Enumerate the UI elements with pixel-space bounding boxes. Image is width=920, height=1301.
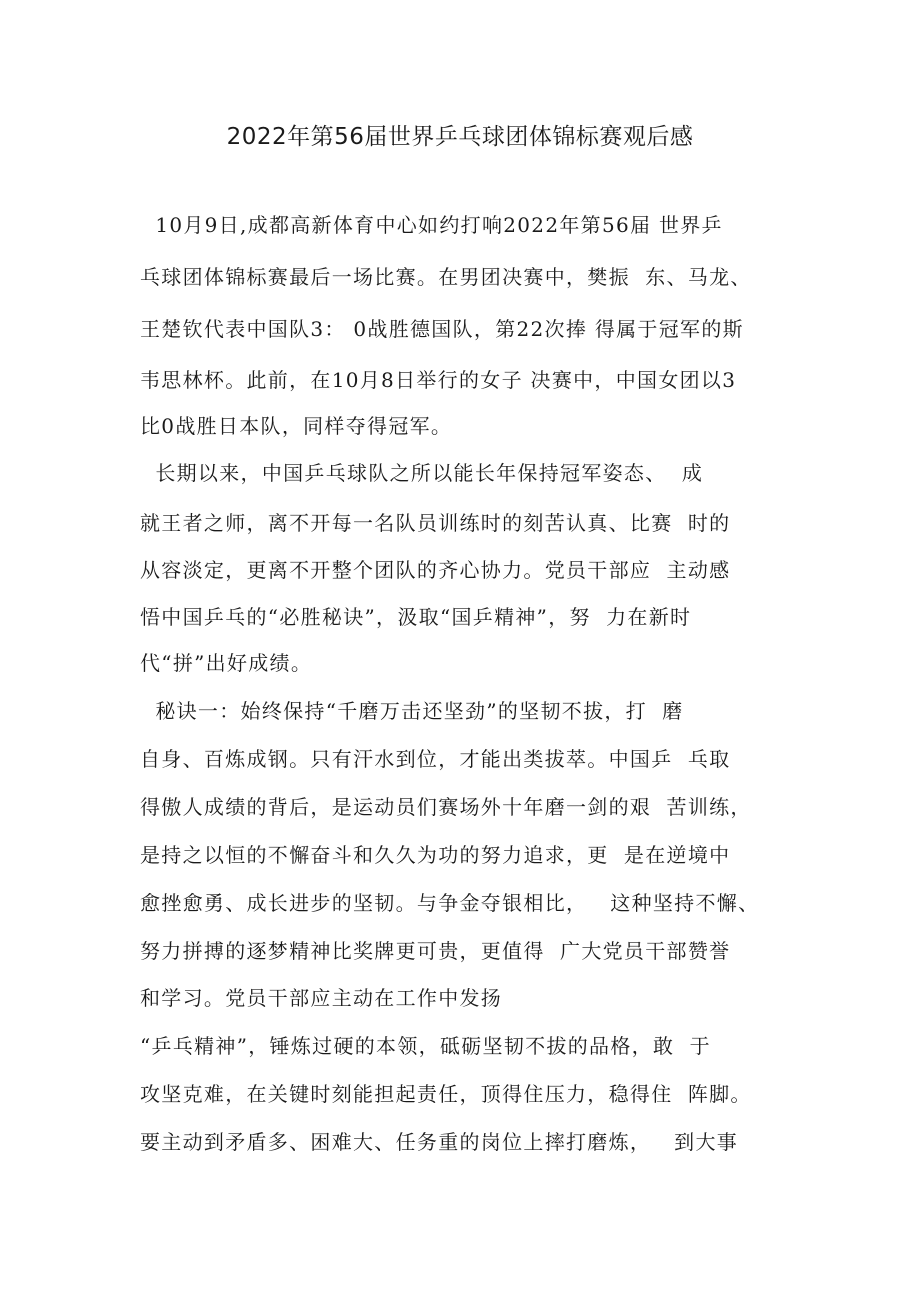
body-line: 代“拼”出好成绩。 — [140, 651, 313, 675]
page-title: 2022年第56届世界乒乓球团体锦标赛观后感 — [226, 124, 694, 150]
body-line: 就王者之师，离不开每一名队员训练时的刻苦认真、比赛 时的 — [140, 511, 731, 535]
body-line: 从容淡定，更离不开整个团队的齐心协力。党员干部应 主动感 — [140, 558, 731, 582]
body-line: 努力拼搏的逐梦精神比奖牌更可贵，更值得 广大党员干部赞誉 — [140, 939, 731, 963]
body-line: 是持之以恒的不懈奋斗和久久为功的努力追求，更 是在逆境中 — [140, 843, 731, 867]
body-line: “乒乓精神”，锤炼过硬的本领，砥砺坚韧不拔的品格，敢 于 — [140, 1034, 711, 1058]
body-line: 比0战胜日本队，同样夺得冠军。 — [140, 414, 453, 438]
body-line: 攻坚克难，在关键时刻能担起责任，顶得住压力，稳得住 阵脚。 — [140, 1082, 752, 1106]
body-line: 韦思林杯。此前，在10月8日举行的女子 决赛中，中国女团以3 — [140, 368, 737, 392]
body-line: 悟中国乒乓的“必胜秘诀”，汲取“国乒精神”，努 力在新时 — [140, 605, 692, 629]
body-line: 和学习。党员干部应主动在工作中发扬 — [140, 986, 503, 1010]
body-line: 长期以来，中国乒乓球队之所以能长年保持冠军姿态、 成 — [140, 461, 704, 485]
body-line: 自身、百炼成钢。只有汗水到位，才能出类拔萃。中国乒 乓取 — [140, 747, 731, 771]
body-line: 秘诀一：始终保持“千磨万击还坚劲”的坚韧不拔，打 磨 — [140, 699, 684, 723]
body-line: 10月9日,成都高新体育中心如约打响2022年第56届 世界乒 — [140, 213, 723, 237]
body-line: 要主动到矛盾多、困难大、任务重的岗位上摔打磨炼， 到大事 — [140, 1130, 739, 1154]
body-line: 乓球团体锦标赛最后一场比赛。在男团决赛中，樊振 东、马龙、 — [140, 265, 752, 289]
body-line: 愈挫愈勇、成长进步的坚韧。与争金夺银相比， 这种坚持不懈、 — [140, 891, 760, 915]
body-line: 王楚钦代表中国队3： 0战胜德国队，第22次捧 得属于冠军的斯 — [140, 317, 744, 341]
body-line: 得傲人成绩的背后，是运动员们赛场外十年磨一剑的艰 苦训练， — [140, 795, 752, 819]
